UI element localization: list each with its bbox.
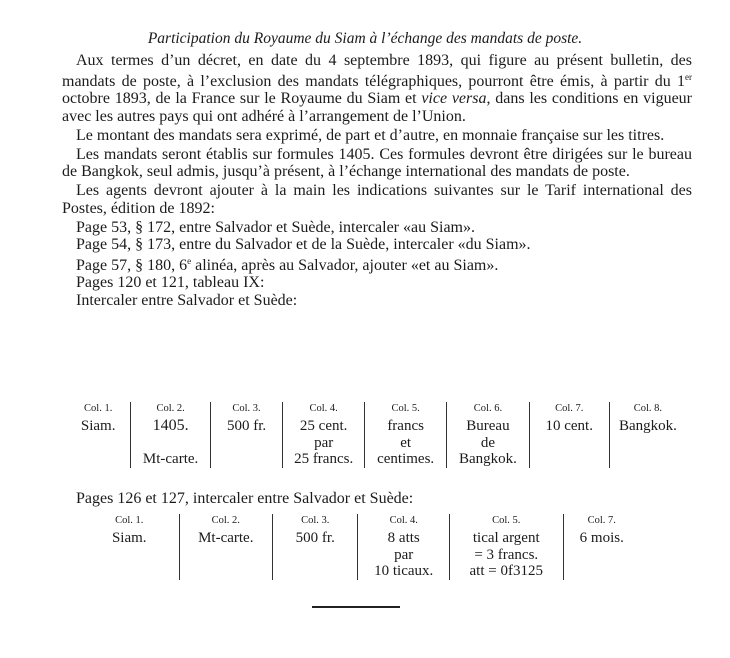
column-header: Col. 7.: [587, 515, 616, 526]
column-header: Col. 4.: [389, 515, 418, 526]
cell-value: de: [480, 434, 496, 451]
table-cell: [365, 402, 447, 468]
line-page-54: Page 54, § 173, entre du Salvador et de la Suède, intercaler «du Siam».: [76, 236, 531, 254]
cell-value: = 3 francs.: [474, 546, 539, 563]
closing-rule: [312, 606, 400, 608]
p1-text-c: , dans les conditions en vigueur avec les autres pays qui ont adhéré à l’arrangement de l’Union.: [62, 90, 693, 125]
cell-value: 8 atts: [387, 530, 420, 546]
cell-value: et: [400, 434, 412, 451]
table-cell: [449, 514, 563, 580]
table-cell: [358, 514, 449, 580]
cell-value: par: [394, 546, 414, 563]
column-header: Col. 1.: [84, 403, 113, 414]
cell-value: 25 francs.: [294, 451, 354, 467]
table-row: [66, 402, 686, 468]
paragraph-decret: [62, 52, 692, 125]
cell-value: Mt-carte.: [142, 451, 199, 467]
column-header: Col. 3.: [301, 515, 330, 526]
cell-value: Mt-carte.: [198, 530, 254, 546]
cell-value: Siam.: [80, 418, 116, 434]
column-header: Col. 8.: [633, 403, 663, 414]
cell-value: 1405.: [152, 417, 189, 434]
p1-superscript: er: [685, 72, 692, 83]
l3-superscript: e: [187, 256, 192, 267]
p1-text-a: Aux termes d’un décret, en date du 4 septembre 1893, qui figure au présent bulletin, des mandats de poste, à l’exclusion des mandats télégraphiques, pourront être émis, à partir du 1: [62, 52, 692, 91]
table-row: [80, 514, 640, 580]
table-cell: [210, 402, 282, 468]
table-cell: [273, 514, 358, 580]
cell-value: 10 ticaux.: [374, 563, 434, 579]
p1-text-b: octobre 1893, de la France sur le Royaume du Siam et: [62, 90, 422, 108]
document-title: Participation du Royaume du Siam à l’échange des mandats de poste.: [147, 30, 583, 47]
table-tableau-ix: [66, 402, 686, 468]
cell-value: att = 0f3125: [469, 563, 543, 579]
column-header: Col. 4.: [309, 403, 338, 414]
column-header: Col. 2.: [156, 403, 185, 414]
cell-value: 500 fr.: [295, 530, 335, 546]
cell-value: Bangkok.: [458, 451, 517, 467]
cell-value: Bureau: [466, 418, 510, 434]
paragraph-formules: Les mandats seront établis sur formules 1405. Ces formules devront être dirigées sur le bureau de Bangkok, seul admis, jusqu’à présent, à l’échange international des mandats de poste.: [62, 146, 692, 181]
table-cell: [283, 402, 365, 468]
line-page-57: [62, 253, 692, 274]
cell-value: tical argent: [472, 530, 540, 546]
p1-italic: vice versa: [421, 90, 487, 108]
cell-value: 6 mois.: [579, 530, 624, 546]
table-cell: [80, 514, 179, 580]
line-intercaler-1: Intercaler entre Salvador et Suède:: [76, 291, 298, 309]
cell-value: Bangkok.: [618, 418, 677, 434]
column-header: Col. 5.: [492, 515, 521, 526]
cell-value: Siam.: [111, 530, 147, 546]
cell-value: 10 cent.: [545, 418, 593, 434]
table-cell: [609, 402, 686, 468]
cell-value: 25 cent.: [299, 418, 348, 434]
paragraph-montant: Le montant des mandats sera exprimé, de part et d’autre, en monnaie française sur les titres.: [76, 126, 665, 144]
table-cell: [179, 514, 273, 580]
column-header: Col. 2.: [211, 515, 240, 526]
table-cell: [131, 402, 210, 468]
column-header: Col. 3.: [232, 403, 261, 414]
cell-value: centimes.: [377, 451, 435, 467]
column-header: Col. 5.: [391, 403, 420, 414]
table-pages-126-127: [80, 514, 640, 580]
column-header: Col. 6.: [473, 403, 503, 414]
cell-value: francs: [387, 418, 424, 434]
column-header: Col. 1.: [115, 515, 144, 526]
l3-text-a: Page 57, § 180, 6: [76, 257, 188, 275]
cell-value: par: [314, 434, 334, 451]
document-body: [62, 52, 692, 309]
table-cell: [563, 514, 640, 580]
table-cell: [66, 402, 131, 468]
cell-value: 500 fr.: [226, 418, 267, 434]
l3-text-b: alinéa, après au Salvador, ajouter «et au Siam».: [191, 257, 499, 275]
line-pages-120-121: Pages 120 et 121, tableau IX:: [76, 274, 265, 292]
paragraph-agents: Les agents devront ajouter à la main les indications suivantes sur le Tarif international des Postes, édition de 1892:: [62, 182, 692, 217]
table-cell: [529, 402, 609, 468]
line-intercaler-2: Pages 126 et 127, intercaler entre Salvador et Suède:: [76, 490, 414, 507]
line-page-53: Page 53, § 172, entre Salvador et Suède, intercaler «au Siam».: [76, 218, 475, 236]
table-cell: [447, 402, 529, 468]
column-header: Col. 7.: [555, 403, 584, 414]
